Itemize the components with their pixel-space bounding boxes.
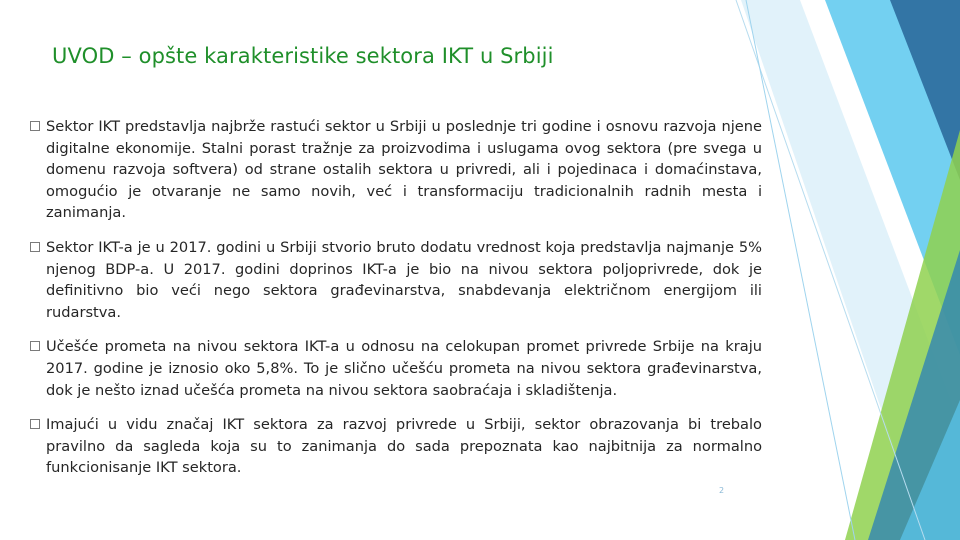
slide-title: UVOD – opšte karakteristike sektora IKT u Srbiji (52, 44, 554, 68)
bullet-item (30, 414, 762, 479)
page-number: 2 (719, 486, 725, 495)
bullet-checkbox-icon (30, 341, 40, 351)
bullet-checkbox-icon (30, 121, 40, 131)
bullet-checkbox-icon (30, 242, 40, 252)
bullet-item (30, 336, 762, 401)
bullet-item (30, 116, 762, 224)
bullet-text: Imajući u vidu značaj IKT sektora za razvoj privrede u Srbiji, sektor obrazovanja bi trebalo pravilno da sagleda koja su to zanimanja do sada prepoznata kao najbitnija za normalno funkcionisanje IKT sektora. (46, 416, 762, 477)
bullet-list (30, 116, 762, 492)
bullet-text: Sektor IKT predstavlja najbrže rastući sektor u Srbiji u poslednje tri godine i osnovu razvoja njene digitalne ekonomije. Stalni porast tražnje za proizvodima i uslugama ovog sektora (pre svega u domenu razvoja softvera) od strane ostalih sektora u privredi, ali i pojedinaca i domaćinstava, omogućio je otvaranje ne samo novih, već i transformaciju tradicionalnih radnih mesta i zanimanja. (46, 118, 762, 222)
bullet-text: Učešće prometa na nivou sektora IKT-a u odnosu na celokupan promet privrede Srbije na kraju 2017. godine je iznosio oko 5,8%. To je slično učešću prometa na nivou sektora građevinarstva, dok je nešto iznad učešća prometa na nivou sektora saobraćaja i skladištenja. (46, 338, 762, 399)
bullet-item (30, 237, 762, 323)
bullet-checkbox-icon (30, 419, 40, 429)
bullet-text: Sektor IKT-a je u 2017. godini u Srbiji stvorio bruto dodatu vrednost koja predstavlja najmanje 5% njenog BDP-a. U 2017. godini doprinos IKT-a je bio na nivou sektora poljoprivrede, dok je definitivno bio veći nego sektora građevinarstva, snabdevanja električnom energijom ili rudarstva. (46, 238, 762, 321)
